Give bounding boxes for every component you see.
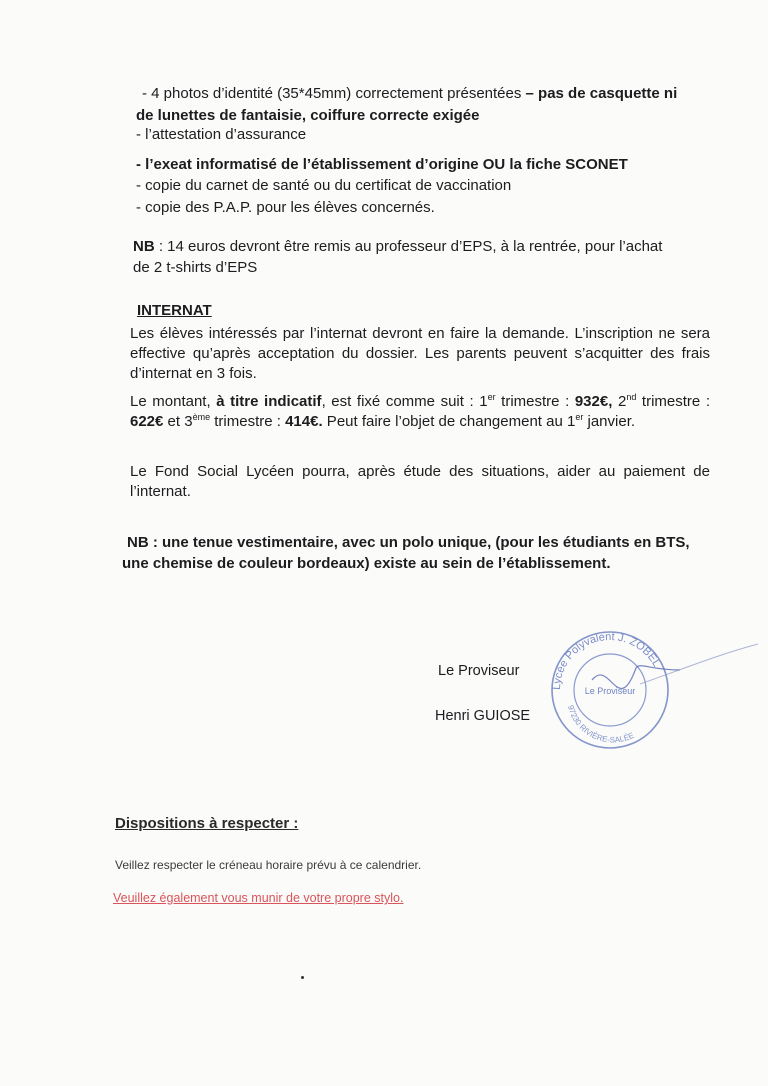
nb-eps-line1: NB : 14 euros devront être remis au professeur d’EPS, à la rentrée, pour l’achat <box>133 238 663 255</box>
list-item-photos-cont: de lunettes de fantaisie, coiffure correcte exigée <box>136 107 480 124</box>
signature-stroke <box>640 640 760 690</box>
list-item-sante: - copie du carnet de santé ou du certificat de vaccination <box>136 177 512 194</box>
signature-name: Henri GUIOSE <box>435 708 531 724</box>
dispositions-line-2: Veuillez également vous munir de votre propre stylo. <box>113 891 404 905</box>
list-item-pap: - copie des P.A.P. pour les élèves concernés. <box>136 199 435 216</box>
stamp-top-text: Lycée Polyvalent J. ZOBEL <box>550 630 663 691</box>
list-item-exeat: - l’exeat informatisé de l’établissement d’origine OU la fiche SCONET <box>136 156 628 173</box>
internat-paragraph-1: Les élèves intéressés par l’internat devront en faire la demande. L’inscription ne sera effective qu’après acceptation du dossier. Les parents peuvent s’acquitter des frais d’internat en 3 fois. <box>130 325 710 382</box>
list-item-photos: - 4 photos d’identité (35*45mm) correctement présentées – pas de casquette ni <box>142 85 678 102</box>
nb-eps-line2: de 2 t-shirts d’EPS <box>133 259 258 276</box>
dispositions-line-1: Veillez respecter le créneau horaire prévu à ce calendrier. <box>115 858 422 872</box>
nb-tenue-line1: NB : une tenue vestimentaire, avec un polo unique, (pour les étudiants en BTS, <box>127 534 690 551</box>
internat-heading: INTERNAT <box>137 302 212 319</box>
internat-paragraph-fond-social: Le Fond Social Lycéen pourra, après étude des situations, aider au paiement de l’internat. <box>130 463 710 500</box>
stamp-center-text: Le Proviseur <box>584 686 636 696</box>
dispositions-heading: Dispositions à respecter : <box>115 815 299 832</box>
nb-tenue-line2: une chemise de couleur bordeaux) existe au sein de l’établissement. <box>122 555 611 572</box>
page-dot-mark <box>301 976 304 979</box>
internat-paragraph-tarifs: Le montant, à titre indicatif, est fixé comme suit : 1er trimestre : 932€, 2nd trimestre : 622€ et 3ème trimestre : 414€. Peut faire l’objet de changement au 1er janvier. <box>130 392 710 430</box>
stamp-bottom-text: 97230 RIVIÈRE-SALÉE <box>566 704 636 745</box>
list-item-assurance: - l’attestation d’assurance <box>136 126 307 143</box>
signature-role: Le Proviseur <box>438 663 520 679</box>
